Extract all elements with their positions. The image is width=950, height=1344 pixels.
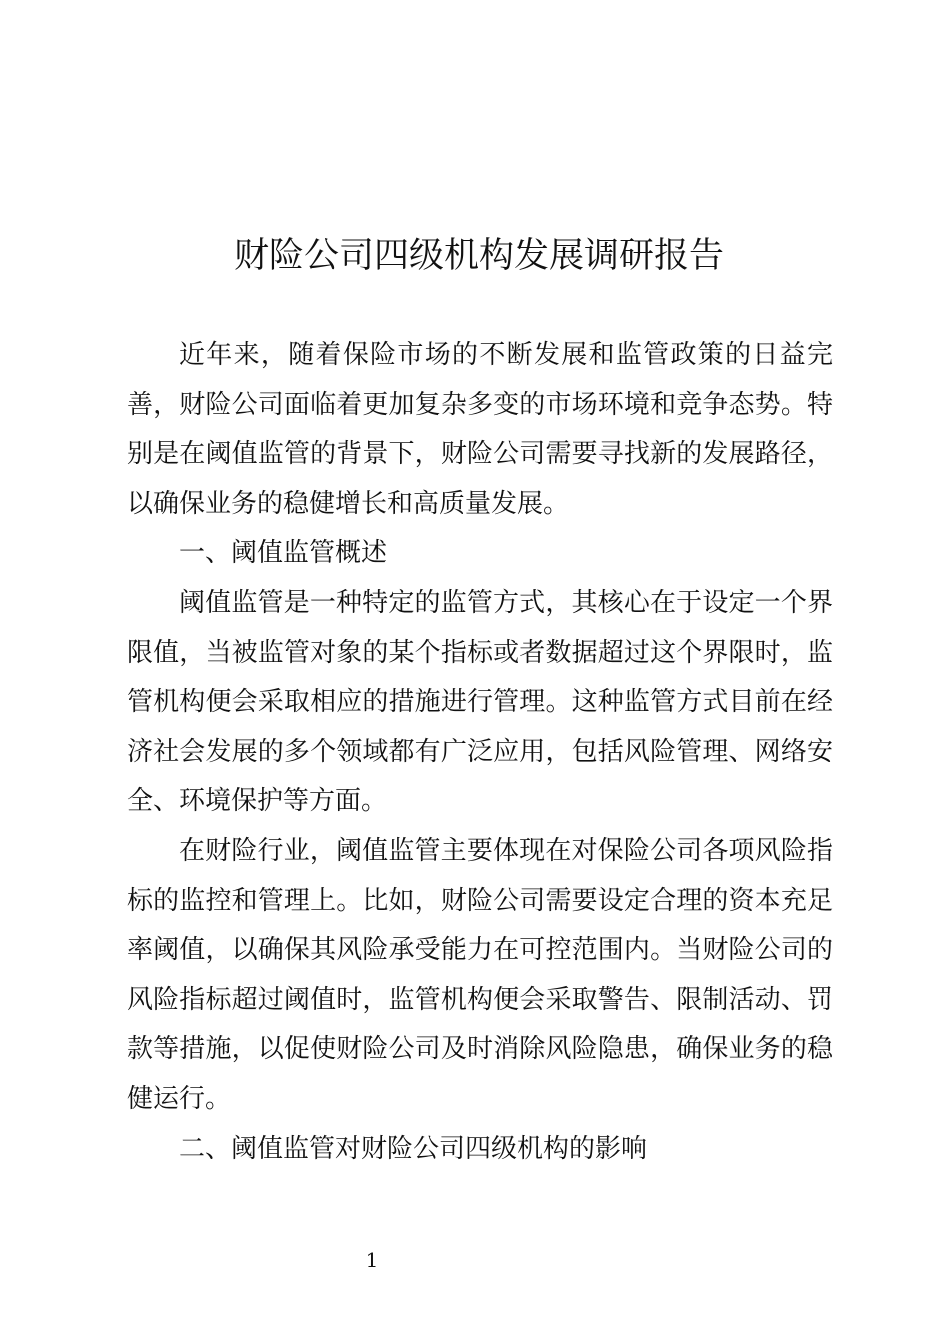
paragraph-intro: 近年来，随着保险市场的不断发展和监管政策的日益完善，财险公司面临着更加复杂多变的市场环境和竞争态势。特别是在阈值监管的背景下，财险公司需要寻找新的发展路径，以确保业务的稳健增长和高质量发展。 bbox=[127, 340, 833, 519]
document-body bbox=[127, 331, 833, 1174]
page-number: 1 bbox=[365, 1248, 379, 1272]
paragraph-threshold-overview: 阈值监管是一种特定的监管方式，其核心在于设定一个界限值，当被监管对象的某个指标或者数据超过这个界限时，监管机构便会采取相应的措施进行管理。这种监管方式目前在经济社会发展的多个领域都有广泛应用，包括风险管理、网络安全、环境保护等方面。 bbox=[127, 587, 833, 817]
section-heading-1: 一、阈值监管概述 bbox=[179, 538, 388, 569]
section-heading-2: 二、阈值监管对财险公司四级机构的影响 bbox=[179, 1133, 648, 1164]
document-title: 财险公司四级机构发展调研报告 bbox=[233, 236, 724, 276]
paragraph-insurance-industry: 在财险行业，阈值监管主要体现在对保险公司各项风险指标的监控和管理上。比如，财险公司需要设定合理的资本充足率阈值，以确保其风险承受能力在可控范围内。当财险公司的风险指标超过阈值时，监管机构便会采取警告、限制活动、罚款等措施，以促使财险公司及时消除风险隐患，确保业务的稳健运行。 bbox=[127, 835, 833, 1114]
